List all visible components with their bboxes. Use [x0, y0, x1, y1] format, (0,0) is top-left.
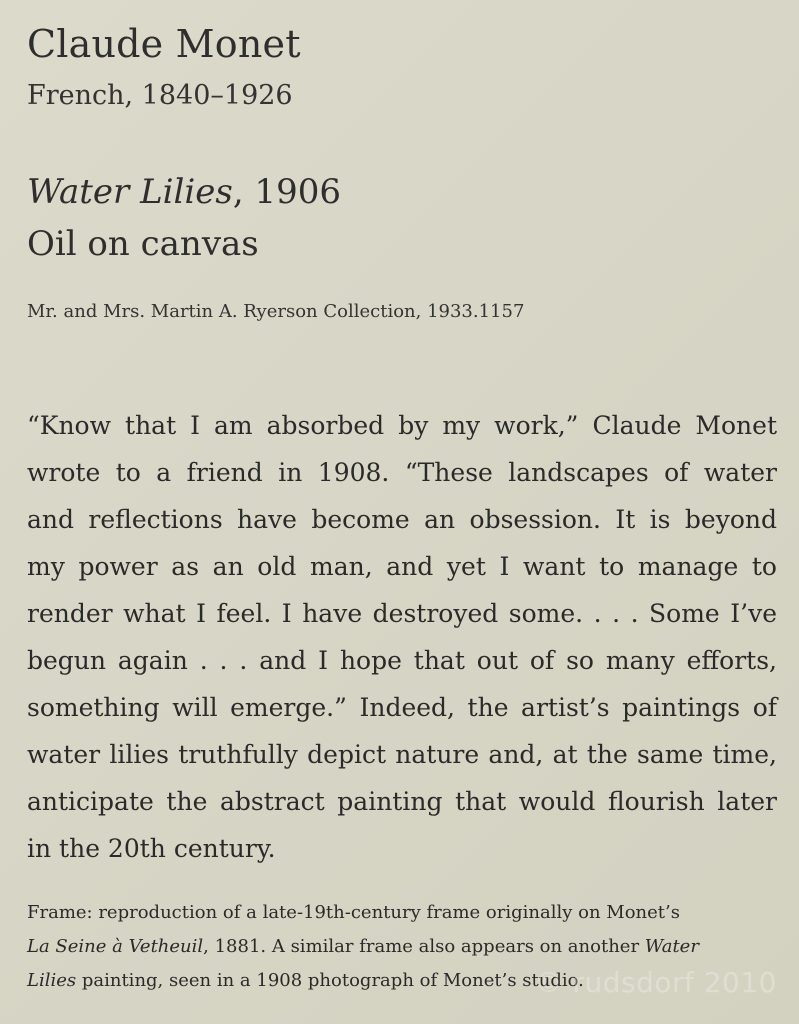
credit-line: Mr. and Mrs. Martin A. Ryerson Collection, 1933.1157 — [27, 301, 525, 322]
description-line: wrote to a friend in 1908. “These landscapes of water — [27, 458, 777, 487]
description-line: “Know that I am absorbed by my work,” Claude Monet — [27, 411, 777, 440]
description-line: and reflections have become an obsession. It is beyond — [27, 505, 777, 534]
description-line: in the 20th century. — [27, 834, 276, 863]
description-line: water lilies truthfully depict nature and, at the same time, — [27, 740, 777, 769]
work-title — [27, 172, 341, 212]
description-line: my power as an old man, and yet I want to manage to — [27, 552, 777, 581]
frame-note-line: Frame: reproduction of a late-19th-century frame originally on Monet’s — [27, 902, 680, 923]
work-year: , 1906 — [232, 172, 342, 212]
description-line: render what I feel. I have destroyed some. . . . Some I’ve — [27, 599, 777, 628]
description-line: anticipate the abstract painting that would flourish later — [27, 787, 777, 816]
description-line: something will emerge.” Indeed, the artist’s paintings of — [27, 693, 777, 722]
frame-note-text: , 1881. A similar frame also appears on another — [203, 936, 645, 957]
artist-name: Claude Monet — [27, 22, 301, 66]
description-line: begun again . . . and I hope that out of so many efforts, — [27, 646, 777, 675]
frame-note-italic: La Seine à Vetheuil — [27, 936, 204, 957]
description — [27, 402, 777, 872]
frame-note-line — [27, 930, 787, 964]
artist-dates: French, 1840–1926 — [27, 80, 293, 111]
frame-note-text: painting, seen in a 1908 photograph of Monet’s studio. — [76, 970, 584, 991]
work-title-italic: Water Lilies — [27, 172, 233, 212]
work-medium: Oil on canvas — [27, 224, 259, 264]
photo-watermark: © rudsdorf 2010 — [534, 966, 777, 999]
frame-note-italic: Water — [644, 936, 699, 957]
frame-note-italic: Lilies — [27, 970, 77, 991]
